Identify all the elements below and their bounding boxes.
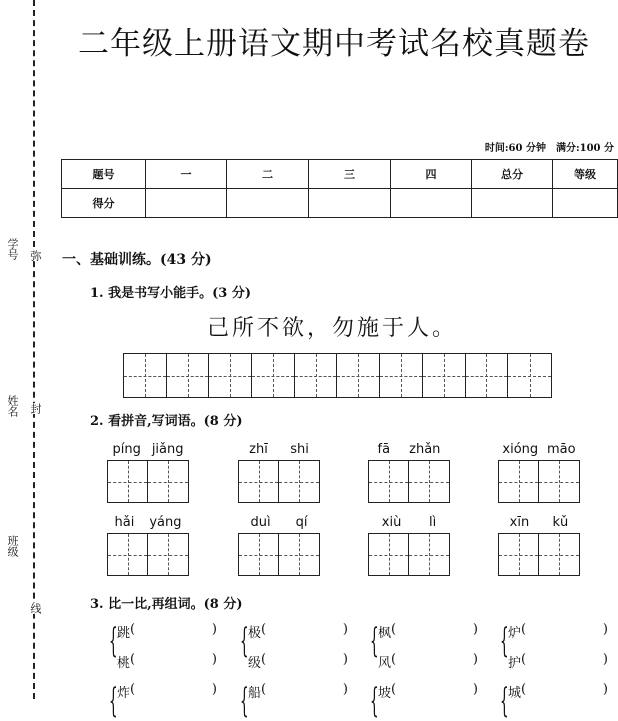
writing-cell[interactable] (499, 461, 539, 502)
header-cell: 题号 (62, 160, 146, 189)
compare-item[interactable]: 炉 ( ) (508, 622, 608, 641)
student-id-label: 学号 (6, 238, 19, 260)
score-cell[interactable] (472, 189, 553, 218)
score-cell[interactable] (553, 189, 618, 218)
compare-item[interactable]: 炸 ( ) (117, 682, 217, 701)
writing-cell[interactable] (423, 354, 466, 397)
score-cell[interactable] (391, 189, 472, 218)
section-heading: 一、基础训练。(43 分) (62, 252, 212, 268)
writing-grid[interactable] (123, 353, 552, 398)
writing-cell[interactable] (252, 354, 295, 397)
writing-cell[interactable] (124, 354, 167, 397)
writing-cell[interactable] (239, 461, 279, 502)
pinyin-syllable: lì (428, 515, 437, 530)
name-label: 姓名 (6, 395, 19, 417)
pinyin-label (498, 442, 580, 457)
pinyin-label (238, 442, 320, 457)
compare-item[interactable]: 坡 ( ) (378, 682, 478, 701)
writing-cell[interactable] (279, 534, 319, 575)
word-answer-grid[interactable] (368, 460, 450, 503)
compare-item[interactable]: 枫 ( ) (378, 622, 478, 641)
header-cell: 四 (391, 160, 472, 189)
pinyin-syllable: fā (377, 442, 391, 457)
pinyin-syllable: zhǎn (409, 442, 441, 457)
brace-icon: { (370, 621, 379, 661)
character: 跳 (117, 626, 131, 641)
pinyin-syllable: duì (250, 515, 271, 530)
character: 船 (248, 686, 262, 701)
brace-icon: { (240, 621, 249, 661)
seal-text: 线 (29, 603, 42, 614)
compare-item[interactable]: 级 ( ) (248, 652, 348, 671)
character: 桃 (117, 656, 131, 671)
compare-item[interactable]: 极 ( ) (248, 622, 348, 641)
writing-cell[interactable] (380, 354, 423, 397)
compare-item[interactable]: 风 ( ) (378, 652, 478, 671)
word-answer-grid[interactable] (368, 533, 450, 576)
writing-cell[interactable] (337, 354, 380, 397)
brace-icon: { (109, 621, 118, 661)
word-answer-grid[interactable] (238, 460, 320, 503)
character: 极 (248, 626, 262, 641)
pinyin-syllable: zhī (249, 442, 268, 457)
writing-cell[interactable] (539, 461, 579, 502)
brace-icon: { (240, 681, 249, 721)
pinyin-syllable: píng (112, 442, 141, 457)
word-answer-grid[interactable] (107, 533, 189, 576)
pinyin-syllable: xióng (502, 442, 539, 457)
character: 枫 (378, 626, 392, 641)
writing-cell[interactable] (108, 534, 148, 575)
pinyin-label (107, 515, 189, 530)
pinyin-syllable: jiǎng (151, 442, 184, 457)
seal-line (33, 0, 35, 699)
writing-cell[interactable] (466, 354, 509, 397)
character: 坡 (378, 686, 392, 701)
character: 城 (508, 686, 522, 701)
pinyin-syllable: yáng (149, 515, 182, 530)
word-answer-grid[interactable] (107, 460, 189, 503)
writing-cell[interactable] (539, 534, 579, 575)
pinyin-syllable: xiù (381, 515, 402, 530)
question-3: 3. 比一比,再组词。(8 分) (90, 597, 243, 612)
compare-item[interactable]: 城 ( ) (508, 682, 608, 701)
character: 炸 (117, 686, 131, 701)
header-cell: 总分 (472, 160, 553, 189)
compare-item[interactable]: 桃 ( ) (117, 652, 217, 671)
pinyin-label (368, 442, 450, 457)
pinyin-label (107, 442, 189, 457)
word-answer-grid[interactable] (238, 533, 320, 576)
exam-meta: 时间:60 分钟 满分:100 分 (484, 143, 614, 154)
writing-cell[interactable] (167, 354, 210, 397)
pinyin-label (498, 515, 580, 530)
brace-icon: { (500, 621, 509, 661)
character: 风 (378, 656, 392, 671)
pinyin-syllable: qí (295, 515, 308, 530)
character: 护 (508, 656, 522, 671)
compare-item[interactable]: 船 ( ) (248, 682, 348, 701)
pinyin-syllable: xīn (509, 515, 530, 530)
class-label: 班级 (6, 535, 19, 557)
header-cell: 等级 (553, 160, 618, 189)
seal-text: 封 (29, 403, 42, 414)
brace-icon: { (109, 681, 118, 721)
motto: 己所不欲，勿施于人。 (207, 316, 458, 341)
seal-text: 弥 (29, 250, 42, 261)
writing-cell[interactable] (499, 534, 539, 575)
header-cell: 一 (146, 160, 227, 189)
writing-cell[interactable] (279, 461, 319, 502)
brace-icon: { (500, 681, 509, 721)
score-cell[interactable] (227, 189, 309, 218)
question-1: 1. 我是书写小能手。(3 分) (90, 286, 251, 301)
brace-icon: { (370, 681, 379, 721)
writing-cell[interactable] (239, 534, 279, 575)
score-table (61, 159, 618, 218)
writing-cell[interactable] (409, 534, 449, 575)
pinyin-syllable: hǎi (114, 515, 135, 530)
character: 级 (248, 656, 262, 671)
header-cell: 二 (227, 160, 309, 189)
character: 炉 (508, 626, 522, 641)
compare-item[interactable]: 护 ( ) (508, 652, 608, 671)
pinyin-syllable: shi (290, 442, 309, 457)
pinyin-syllable: māo (546, 442, 576, 457)
pinyin-syllable: kǔ (552, 515, 569, 530)
writing-cell[interactable] (148, 534, 188, 575)
header-cell: 三 (309, 160, 391, 189)
writing-cell[interactable] (295, 354, 338, 397)
writing-cell[interactable] (409, 461, 449, 502)
writing-cell[interactable] (369, 534, 409, 575)
score-cell[interactable] (146, 189, 227, 218)
score-cell[interactable] (309, 189, 391, 218)
question-2: 2. 看拼音,写词语。(8 分) (90, 414, 243, 429)
writing-cell[interactable] (108, 461, 148, 502)
writing-cell[interactable] (369, 461, 409, 502)
compare-item[interactable]: 跳 ( ) (117, 622, 217, 641)
pinyin-label (238, 515, 320, 530)
writing-cell[interactable] (209, 354, 252, 397)
word-answer-grid[interactable] (498, 533, 580, 576)
word-answer-grid[interactable] (498, 460, 580, 503)
page-title: 二年级上册语文期中考试名校真题卷 (78, 26, 590, 62)
writing-cell[interactable] (508, 354, 551, 397)
pinyin-label (368, 515, 450, 530)
writing-cell[interactable] (148, 461, 188, 502)
row-label: 得分 (62, 189, 146, 218)
